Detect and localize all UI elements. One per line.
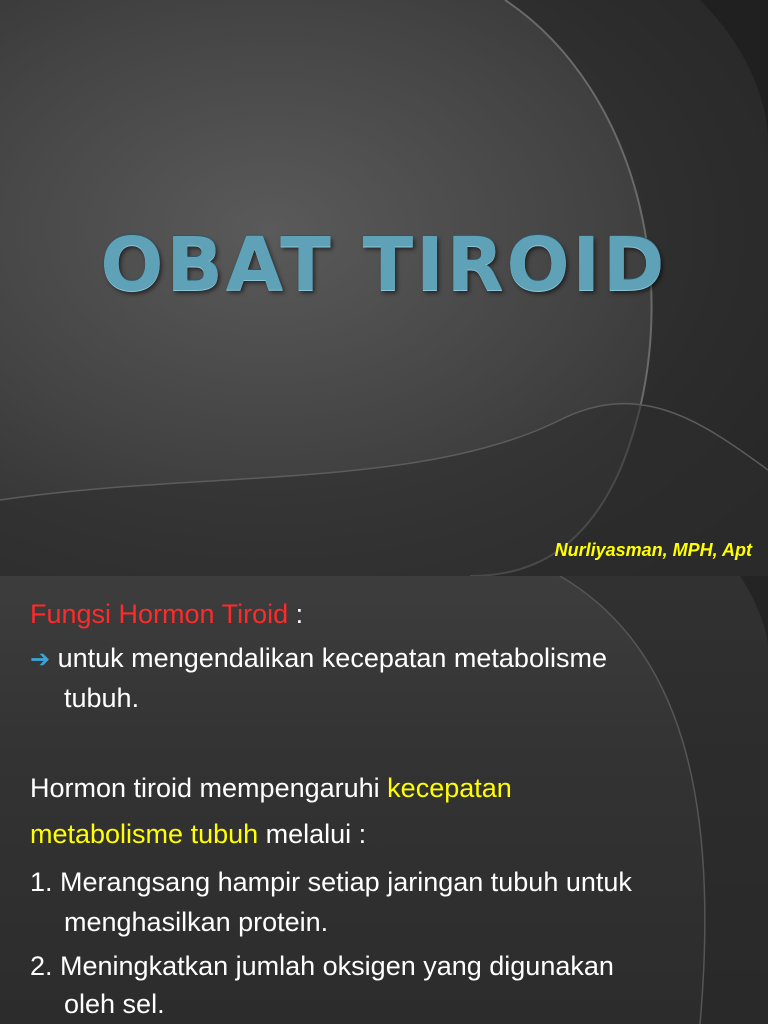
paragraph-line2 bbox=[30, 818, 366, 852]
section-heading bbox=[30, 598, 303, 632]
content-slide bbox=[0, 576, 768, 1024]
list-item-2-line2: oleh sel. bbox=[64, 989, 165, 1019]
heading-colon: : bbox=[288, 599, 304, 629]
paragraph-end: melalui : bbox=[258, 819, 367, 849]
bullet-text-line1: untuk mengendalikan kecepatan metabolisme bbox=[57, 643, 607, 673]
paragraph-start: Hormon tiroid mempengaruhi bbox=[30, 773, 388, 803]
list-item-1-line1: 1. Merangsang hampir setiap jaringan tubuh untuk bbox=[30, 867, 632, 897]
bullet-text-line2: tubuh. bbox=[64, 683, 140, 713]
paragraph-line1 bbox=[30, 772, 512, 806]
paragraph-highlight1: kecepatan bbox=[387, 773, 512, 803]
bullet-item bbox=[30, 642, 607, 676]
heading-text: Fungsi Hormon Tiroid bbox=[30, 599, 289, 629]
right-arrow-icon: ➔ bbox=[30, 646, 51, 673]
paragraph-highlight2: metabolisme tubuh bbox=[30, 819, 259, 849]
list-item-2-line1: 2. Meningkatkan jumlah oksigen yang digunakan bbox=[30, 951, 614, 981]
list-item-1-line2: menghasilkan protein. bbox=[64, 907, 329, 937]
slide-title: OBAT TIROID bbox=[100, 222, 668, 308]
author-name: Nurliyasman, MPH, Apt bbox=[554, 540, 752, 560]
